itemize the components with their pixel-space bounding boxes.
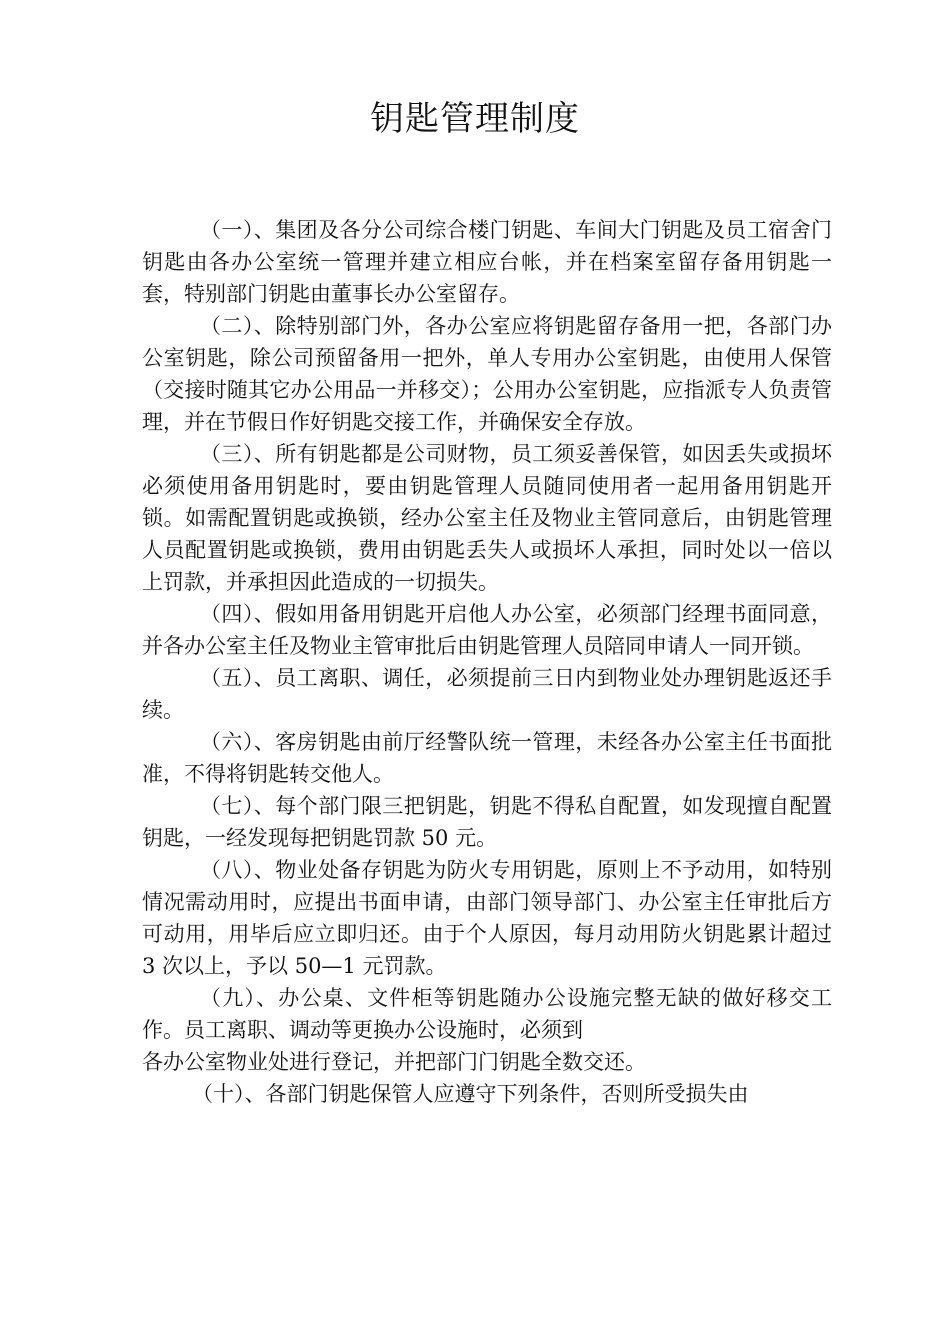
paragraph-7: （七）、每个部门限三把钥匙，钥匙不得私自配置，如发现擅自配置钥匙，一经发现每把钥匙罚款 50 元。 [142,794,832,850]
paragraph-3: （三）、所有钥匙都是公司财物，员工须妥善保管，如因丢失或损坏必须使用备用钥匙时，要由钥匙管理人员随同使用者一起用备用钥匙开锁。如需配置钥匙或换锁，经办公室主任及物业主管同意后，由钥匙管理人员配置钥匙或换锁，费用由钥匙丢失人或损坏人承担，同时处以一倍以上罚款，并承担因此造成的一切损失。 [142,442,832,594]
paragraph-1: （一）、集团及各分公司综合楼门钥匙、车间大门钥匙及员工宿舍门钥匙由各办公室统一管理并建立相应台帐，并在档案室留存备用钥匙一套，特别部门钥匙由董事长办公室留存。 [142,218,832,306]
paragraph-4: （四）、假如用备用钥匙开启他人办公室，必须部门经理书面同意，并各办公室主任及物业主管审批后由钥匙管理人员陪同申请人一同开锁。 [142,602,832,658]
paragraph-9-continuation: 各办公室物业处进行登记，并把部门门钥匙全数交还。 [142,1050,646,1074]
paragraph-8: （八）、物业处备存钥匙为防火专用钥匙，原则上不予动用，如特别情况需动用时，应提出书面申请，由部门领导部门、办公室主任审批后方可动用，用毕后应立即归还。由于个人原因，每月动用防火钥匙累计超过 3 次以上，予以 50—1 元罚款。 [142,858,832,978]
paragraph-9: （九）、办公桌、文件柜等钥匙随办公设施完整无缺的做好移交工作。员工离职、调动等更换办公设施时，必须到 [142,986,832,1042]
document-title: 钥匙管理制度 [370,99,580,139]
document-body [142,214,832,1110]
paragraph-10: （十）、各部门钥匙保管人应遵守下列条件，否则所受损失由 [192,1082,749,1106]
paragraph-2: （二）、除特别部门外，各办公室应将钥匙留存备用一把，各部门办公室钥匙，除公司预留备用一把外，单人专用办公室钥匙，由使用人保管（交接时随其它办公用品一并移交）；公用办公室钥匙，应指派专人负责管理，并在节假日作好钥匙交接工作，并确保安全存放。 [142,314,832,434]
paragraph-6: （六）、客房钥匙由前厅经警队统一管理，未经各办公室主任书面批准，不得将钥匙转交他人。 [142,730,832,786]
paragraph-5: （五）、员工离职、调任，必须提前三日内到物业处办理钥匙返还手续。 [142,666,832,722]
